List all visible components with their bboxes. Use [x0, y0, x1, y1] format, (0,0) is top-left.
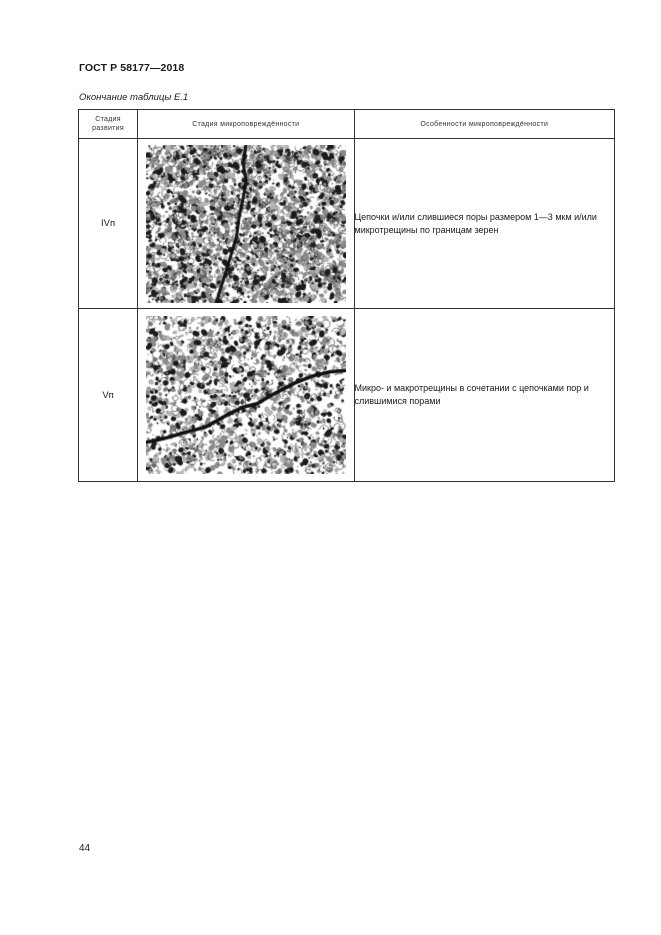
- document-header: ГОСТ Р 58177—2018: [79, 62, 185, 74]
- stage-cell: Vп: [79, 309, 138, 482]
- header-features: Особенности микроповреждённости: [354, 110, 615, 139]
- table-row: [79, 309, 615, 482]
- micrograph-image-stage-5: [146, 316, 346, 474]
- stage-cell: IVп: [79, 139, 138, 309]
- micrograph-cell: [138, 139, 354, 309]
- micrograph-image-stage-4: [146, 145, 346, 303]
- header-damage-stage: Стадия микроповреждённости: [138, 110, 354, 139]
- table-row: [79, 139, 615, 309]
- table-caption: Окончание таблицы Е.1: [79, 92, 189, 103]
- table-header-row: [79, 110, 615, 139]
- description-cell: Микро- и макротрещины в сочетании с цепочками пор и слившимися порами: [354, 309, 615, 482]
- description-cell: Цепочки и/или слившиеся поры размером 1—3 мкм и/или микротрещины по границам зерен: [354, 139, 615, 309]
- header-stage: Стадия развития: [79, 110, 138, 139]
- microdamage-table: [78, 109, 615, 482]
- page-number: 44: [79, 843, 91, 854]
- micrograph-cell: [138, 309, 354, 482]
